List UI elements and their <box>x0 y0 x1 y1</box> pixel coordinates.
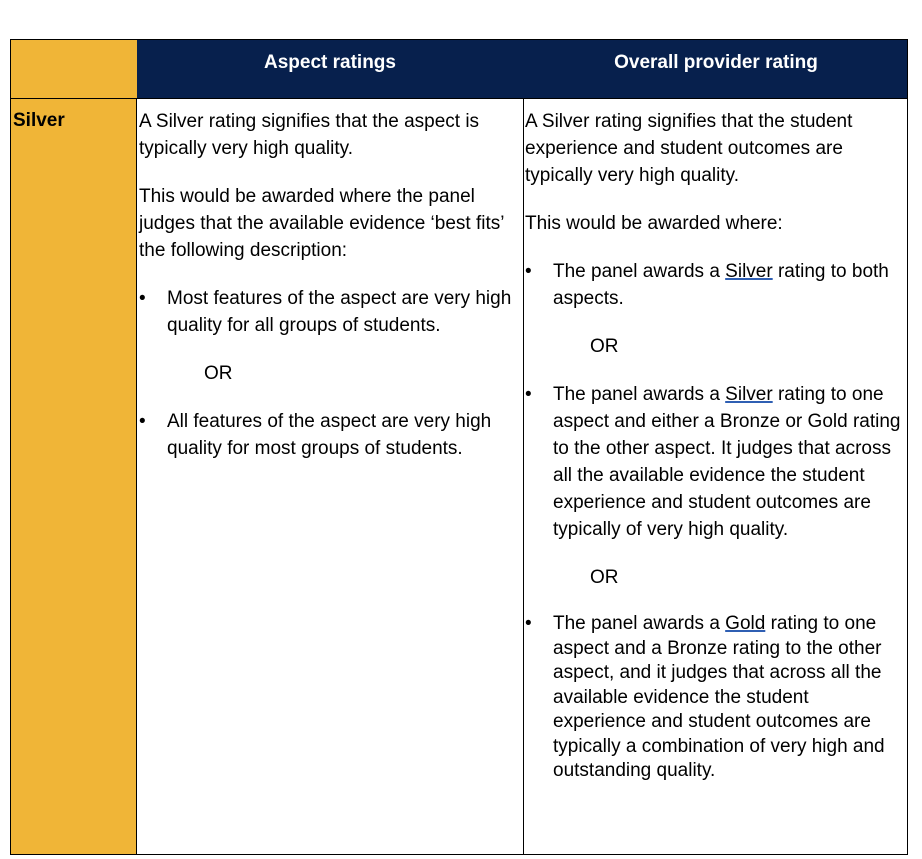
aspect-bullet-1 <box>139 285 517 339</box>
aspect-bullet-1-text: Most features of the aspect are very high quality for all groups of students. <box>167 288 512 336</box>
overall-or-2: OR <box>590 567 619 588</box>
overall-bullet-2-post: rating to one aspect and either a Bronze or Gold rating to the other aspect. It judges that across all the available evidence the student experience and student outcomes are typically of very high quality. <box>553 384 901 540</box>
rating-label-silver: Silver <box>13 110 65 131</box>
header-aspect-ratings: Aspect ratings <box>264 52 396 73</box>
overall-rating-cell <box>525 108 903 805</box>
header-divider <box>11 98 907 99</box>
header-bar <box>137 40 907 98</box>
bullet-icon: • <box>139 411 146 432</box>
bullet-icon: • <box>525 613 532 634</box>
header-corner-cell <box>11 40 137 98</box>
bullet-icon: • <box>139 288 146 309</box>
aspect-bullet-2-text: All features of the aspect are very high quality for most groups of students. <box>167 411 492 459</box>
aspect-bullet-2 <box>139 408 517 462</box>
overall-bullet-2 <box>525 381 903 543</box>
overall-bullet-1-post: rating to both aspects. <box>553 261 889 309</box>
aspect-paragraph-1: A Silver rating signifies that the aspect is typically very high quality. <box>139 111 480 159</box>
overall-bullet-3 <box>525 612 903 784</box>
overall-bullet-3-pre: The panel awards a <box>553 613 726 634</box>
aspect-or: OR <box>204 363 233 384</box>
header-overall-provider-rating: Overall provider rating <box>614 52 818 73</box>
overall-or-1: OR <box>590 336 619 357</box>
aspect-ratings-cell <box>139 108 517 483</box>
rating-label-column <box>11 98 137 854</box>
gold-link[interactable]: Gold <box>725 613 766 634</box>
overall-bullet-1 <box>525 258 903 312</box>
aspect-paragraph-2: This would be awarded where the panel judges that the available evidence ‘best fits’ the following description: <box>139 186 504 261</box>
overall-bullet-1-pre: The panel awards a <box>553 261 726 282</box>
bullet-icon: • <box>525 261 532 282</box>
overall-paragraph-2: This would be awarded where: <box>525 213 783 234</box>
overall-paragraph-1: A Silver rating signifies that the student experience and student outcomes are typically very high quality. <box>525 111 853 186</box>
silver-link[interactable]: Silver <box>725 261 773 282</box>
column-divider <box>523 98 524 854</box>
overall-bullet-2-pre: The panel awards a <box>553 384 726 405</box>
silver-link[interactable]: Silver <box>725 384 773 405</box>
overall-bullet-3-post: rating to one aspect and a Bronze rating to the other aspect, and it judges that across all the available evidence the student experience and student outcomes are typically a combination of very high and outstanding quality. <box>553 613 885 781</box>
silver-rating-table <box>10 39 908 855</box>
bullet-icon: • <box>525 384 532 405</box>
